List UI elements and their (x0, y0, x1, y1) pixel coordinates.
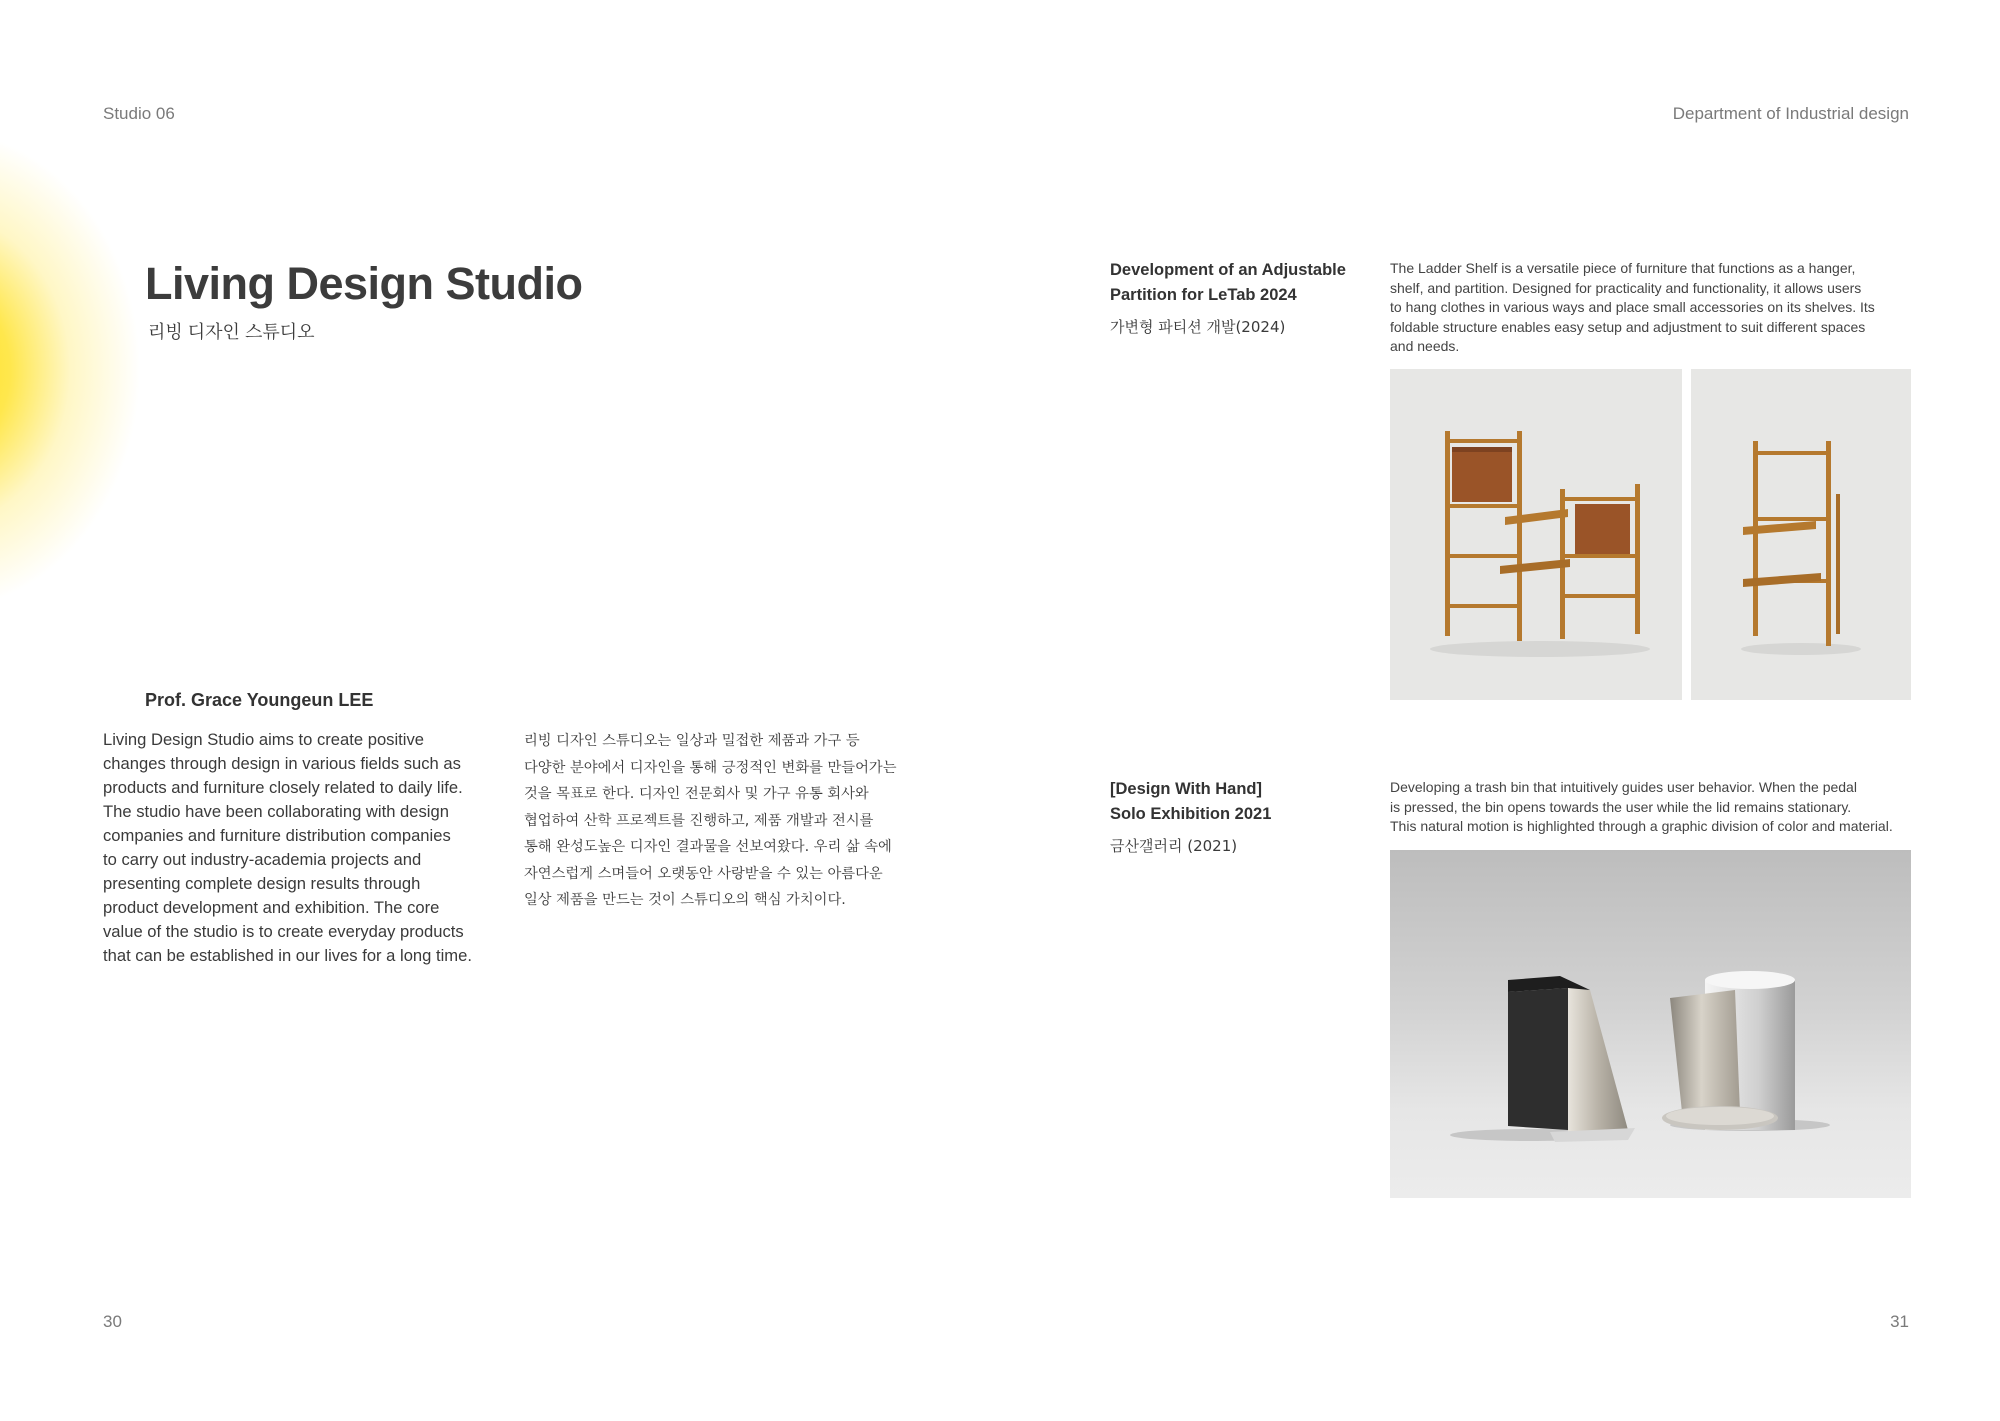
project-title-line: Partition for LeTab 2024 (1110, 285, 1297, 304)
studio-description-korean (524, 728, 904, 914)
description-line: products and furniture closely related to daily life. (103, 778, 463, 797)
description-line: 자연스럽게 스며들어 오랫동안 사랑받을 수 있는 아름다운 (524, 865, 883, 882)
project-description-line: foldable structure enables easy setup and adjustment to suit different spaces (1390, 318, 1866, 335)
project-description-line: The Ladder Shelf is a versatile piece of furniture that functions as a hanger, (1390, 260, 1856, 276)
running-header-right: Department of Industrial design (1672, 104, 1909, 123)
description-line: 협업하여 산학 프로젝트를 진행하고, 제품 개발과 전시를 (524, 812, 874, 829)
description-line: product development and exhibition. The core (103, 898, 440, 917)
page-number-right: 31 (1890, 1312, 1909, 1331)
description-line: changes through design in various fields such as (103, 754, 461, 773)
project-1-subtitle: 가변형 파티션 개발(2024) (1110, 318, 1286, 336)
project-description-line: Developing a trash bin that intuitively guides user behavior. When the pedal (1390, 779, 1857, 795)
description-line: 통해 완성도높은 디자인 결과물을 선보여왔다. 우리 삶 속에 (524, 839, 892, 855)
description-line: that can be established in our lives for a long time. (103, 946, 472, 965)
project-1-title (1110, 258, 1360, 307)
description-line: to carry out industry-academia projects and (103, 850, 422, 869)
project-title-line: Development of an Adjustable (1110, 261, 1346, 279)
project-title-line: Solo Exhibition 2021 (1110, 804, 1272, 823)
studio-title: Living Design Studio (145, 258, 583, 309)
project-description-line: is pressed, the bin opens towards the user while the lid remains stationary. (1390, 798, 1852, 815)
description-line: 일상 제품을 만드는 것이 스튜디오의 핵심 가치이다. (524, 892, 846, 908)
yellow-glow-decoration (0, 130, 140, 610)
studio-title-korean: 리빙 디자인 스튜디오 (148, 322, 315, 342)
description-line: presenting complete design results through (103, 874, 421, 893)
description-line: Living Design Studio aims to create positive (103, 730, 424, 749)
ladder-shelf-photo-folded (1691, 369, 1911, 700)
studio-description-english (103, 728, 493, 968)
project-description-line: shelf, and partition. Designed for practicality and functionality, it allows users (1390, 279, 1862, 296)
running-header-left: Studio 06 (103, 104, 175, 123)
project-description-line: to hang clothes in various ways and place small accessories on its shelves. Its (1390, 299, 1875, 315)
description-line: 것을 목표로 한다. 디자인 전문회사 및 가구 유통 회사와 (524, 786, 869, 802)
description-line: companies and furniture distribution companies (103, 826, 451, 845)
page-number-left: 30 (103, 1312, 122, 1331)
project-title-line: [Design With Hand] (1110, 780, 1263, 798)
project-1-description (1390, 259, 1915, 357)
trash-bin-photo (1390, 850, 1911, 1198)
project-description-line: This natural motion is highlighted through a graphic division of color and material. (1390, 818, 1893, 834)
project-2-subtitle: 금산갤러리 (2021) (1110, 837, 1238, 855)
description-line: 리빙 디자인 스튜디오는 일상과 밀접한 제품과 가구 등 (524, 733, 860, 749)
project-description-line: and needs. (1390, 338, 1460, 354)
project-2-title (1110, 777, 1360, 826)
description-line: value of the studio is to create everyday products (103, 922, 464, 941)
professor-name: Prof. Grace Youngeun LEE (145, 690, 374, 710)
description-line: 다양한 분야에서 디자인을 통해 긍정적인 변화를 만들어가는 (524, 759, 897, 776)
project-2-description (1390, 778, 1915, 837)
ladder-shelf-photo-open (1390, 369, 1682, 700)
description-line: The studio have been collaborating with design (103, 802, 449, 821)
